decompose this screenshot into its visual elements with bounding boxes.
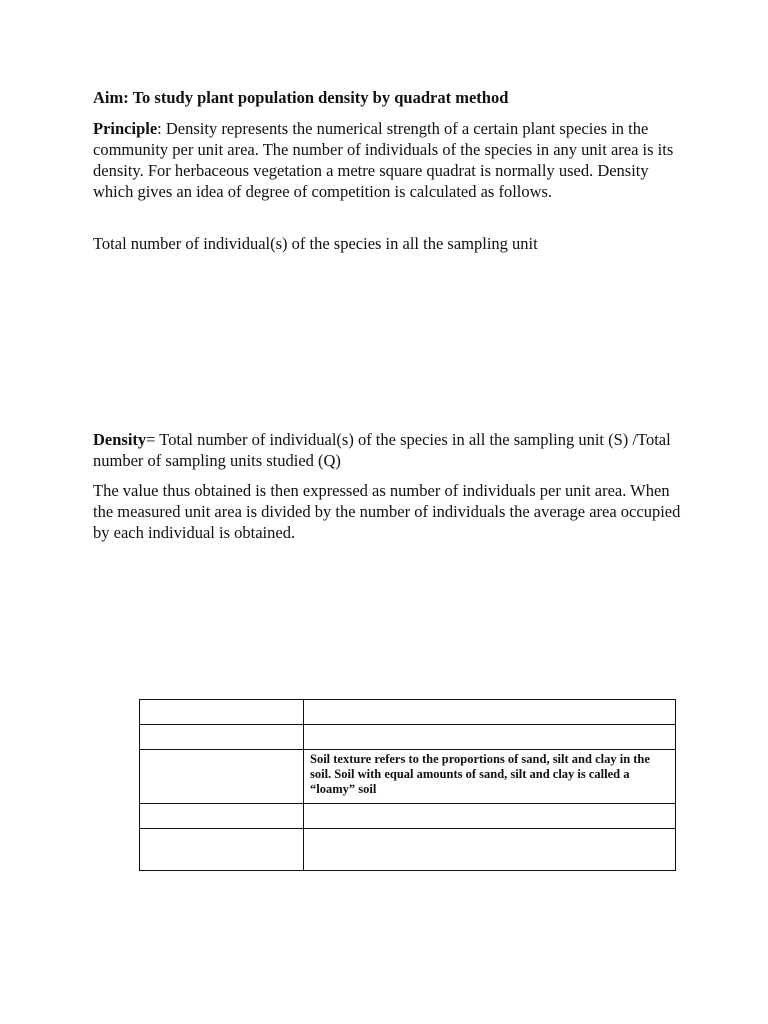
table-row — [140, 829, 676, 871]
principle-paragraph — [93, 118, 693, 202]
table-cell — [140, 700, 304, 725]
table-cell — [304, 725, 676, 750]
principle-label: Principle — [93, 119, 158, 138]
value-paragraph: The value thus obtained is then expressed as number of individuals per unit area. When the measured unit area is divided by the number of individuals the average area occupied by each individual is obtained. — [93, 481, 681, 542]
soil-table — [139, 699, 676, 871]
table-row — [140, 725, 676, 750]
density-label: Density — [93, 430, 147, 449]
principle-text: : Density represents the numerical strength of a certain plant species in the community per unit area. The number of individuals of the species in any unit area is its density. For herbaceous vegetation a metre square quadrat is normally used. Density which gives an idea of degree of competition is calculated as follows. — [93, 119, 674, 201]
formula-lead-text: Total number of individual(s) of the species in all the sampling unit — [93, 234, 538, 253]
aim-heading: Aim: To study plant population density by quadrat method — [93, 88, 509, 107]
table-cell — [140, 804, 304, 829]
table-row — [140, 750, 676, 804]
table-cell — [140, 829, 304, 871]
table-cell — [140, 725, 304, 750]
density-paragraph — [93, 429, 693, 471]
density-text: = Total number of individual(s) of the species in all the sampling unit (S) /Total number of sampling units studied (Q) — [93, 430, 671, 470]
soil-texture-text: Soil texture refers to the proportions of sand, silt and clay in the soil. Soil with equal amounts of sand, silt and clay is called a “loamy” soil — [310, 752, 650, 796]
table-row — [140, 700, 676, 725]
soil-texture-cell — [304, 750, 676, 804]
table-cell — [304, 700, 676, 725]
table-cell — [140, 750, 304, 804]
table-cell — [304, 804, 676, 829]
table-cell — [304, 829, 676, 871]
table-row — [140, 804, 676, 829]
